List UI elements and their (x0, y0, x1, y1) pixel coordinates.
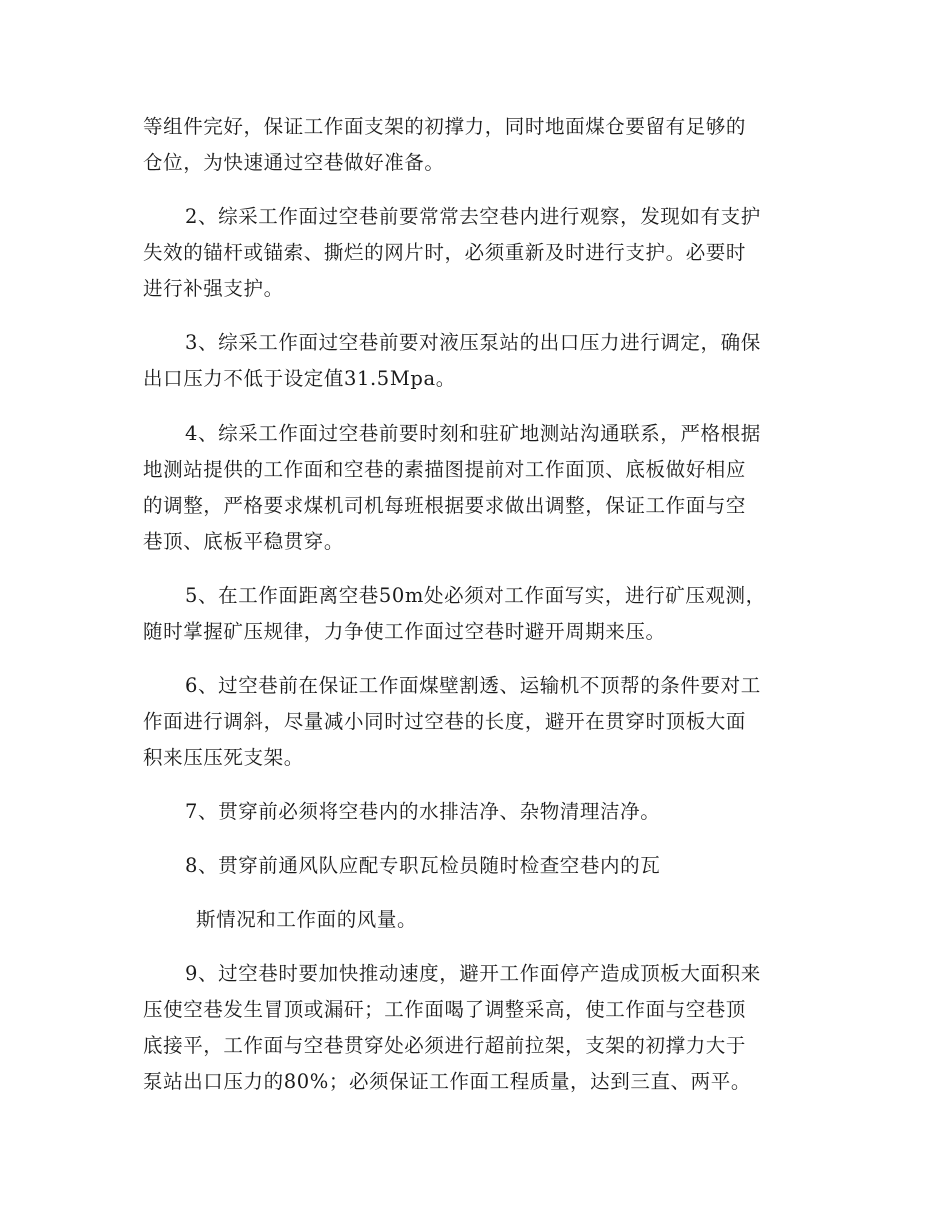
paragraph-line: 进行补强支护。 (143, 277, 284, 300)
paragraph-line: 地测站提供的工作面和空巷的素描图提前对工作面顶、底板做好相应 (143, 458, 747, 481)
paragraph-line: 5、在工作面距离空巷50m处必须对工作面写实，进行矿压观测， (185, 584, 766, 607)
paragraph-line: 底接平，工作面与空巷贯穿处必须进行超前拉架，支架的初撑力大于 (143, 1034, 747, 1057)
paragraph-line: 9、过空巷时要加快推动速度，避开工作面停产造成顶板大面积来 (185, 962, 761, 985)
paragraph-line: 斯情况和工作面的风量。 (196, 908, 418, 931)
paragraph-line: 2、综采工作面过空巷前要常常去空巷内进行观察，发现如有支护 (185, 205, 761, 228)
paragraph-line: 失效的锚杆或锚索、撕烂的网片时，必须重新及时进行支护。必要时 (143, 241, 747, 264)
paragraph-line: 的调整，严格要求煤机司机每班根据要求做出调整，保证工作面与空 (143, 494, 747, 517)
paragraph-line: 仓位，为快速通过空巷做好准备。 (143, 151, 445, 174)
paragraph-line: 6、过空巷前在保证工作面煤壁割透、运输机不顶帮的条件要对工 (185, 674, 761, 697)
paragraph-line: 泵站出口压力的80%；必须保证工作面工程质量，达到三直、两平。 (143, 1070, 751, 1093)
paragraph-line: 等组件完好，保证工作面支架的初撑力，同时地面煤仓要留有足够的 (143, 115, 747, 138)
paragraph-line: 出口压力不低于设定值31.5Mpa。 (143, 367, 456, 390)
paragraph-line: 作面进行调斜，尽量减小同时过空巷的长度，避开在贯穿时顶板大面 (143, 710, 747, 733)
paragraph-line: 7、贯穿前必须将空巷内的水排洁净、杂物清理洁净。 (185, 800, 661, 823)
paragraph-line: 巷顶、底板平稳贯穿。 (143, 530, 345, 553)
paragraph-line: 8、贯穿前通风队应配专职瓦检员随时检查空巷内的瓦 (185, 854, 661, 877)
paragraph-line: 3、综采工作面过空巷前要对液压泵站的出口压力进行调定，确保 (185, 331, 761, 354)
paragraph-line: 随时掌握矿压规律，力争使工作面过空巷时避开周期来压。 (143, 620, 666, 643)
paragraph-line: 压使空巷发生冒顶或漏矸；工作面喝了调整采高，使工作面与空巷顶 (143, 998, 747, 1021)
paragraph-line: 4、综采工作面过空巷前要时刻和驻矿地测站沟通联系，严格根据 (185, 422, 761, 445)
paragraph-line: 积来压压死支架。 (143, 746, 304, 769)
